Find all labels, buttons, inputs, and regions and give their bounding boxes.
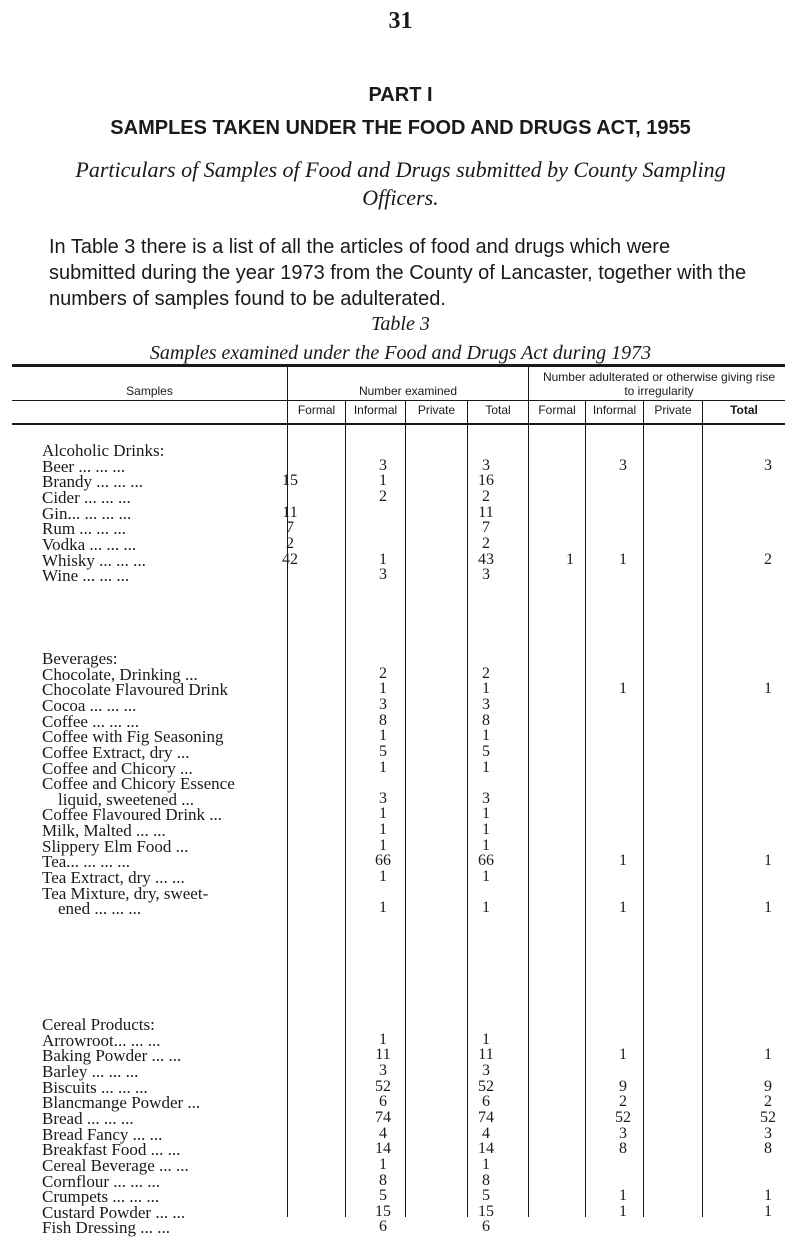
- cell-total: 1: [482, 899, 490, 916]
- cell-total: 74: [478, 1109, 494, 1126]
- cell-adulterated-total: 1: [764, 680, 772, 697]
- cell-formal: 15: [282, 472, 298, 489]
- cell-adulterated-total: 2: [764, 551, 772, 568]
- cell-total: 3: [482, 1062, 490, 1079]
- cell-total: 6: [482, 1093, 490, 1110]
- cell-informal: 2: [379, 488, 387, 505]
- cell-informal: 1: [379, 551, 387, 568]
- row-label: Blancmange Powder ...: [42, 1093, 201, 1112]
- row-label: Whisky ... ... ...: [42, 551, 146, 570]
- cell-adulterated-informal: 8: [619, 1140, 627, 1157]
- cell-informal: 1: [379, 1156, 387, 1173]
- row-label: Custard Powder ... ...: [42, 1203, 186, 1222]
- header-samples: Samples: [126, 384, 173, 398]
- cell-informal: 2: [379, 665, 387, 682]
- cell-informal: 14: [375, 1140, 391, 1157]
- row-label: Coffee and Chicory ...: [42, 759, 193, 778]
- header-number-examined: Number examined: [358, 384, 458, 398]
- page-number: 31: [388, 8, 413, 34]
- subtitle: Particulars of Samples of Food and Drugs submitted by County Sampling Officers.: [75, 157, 726, 210]
- cell-total: 1: [482, 837, 490, 854]
- cell-total: 8: [482, 1172, 490, 1189]
- cell-informal: 74: [375, 1109, 391, 1126]
- cell-total: 1: [482, 1156, 490, 1173]
- act-title: SAMPLES TAKEN UNDER THE FOOD AND DRUGS ACT, 1955: [110, 117, 691, 139]
- header-number-adulterated: Number adulterated or otherwise giving rise to irregularity: [542, 370, 776, 398]
- cell-total: 4: [482, 1125, 490, 1142]
- category-heading: Cereal Products:: [42, 1015, 155, 1034]
- cell-total: 66: [478, 852, 494, 869]
- cell-informal: 1: [379, 680, 387, 697]
- row-label: Rum ... ... ...: [42, 519, 127, 538]
- cell-adulterated-informal: 1: [619, 852, 627, 869]
- cell-adulterated-total: 3: [764, 457, 772, 474]
- cell-informal: 15: [375, 1203, 391, 1220]
- cell-total: 5: [482, 743, 490, 760]
- row-label: ened ... ... ...: [58, 899, 142, 918]
- cell-informal: 1: [379, 472, 387, 489]
- cell-adulterated-informal: 3: [619, 457, 627, 474]
- col-header-adulterated-formal: Formal: [538, 403, 576, 417]
- cell-informal: 3: [379, 696, 387, 713]
- cell-total: 1: [482, 680, 490, 697]
- cell-total: 3: [482, 457, 490, 474]
- cell-adulterated-total: 1: [764, 1187, 772, 1204]
- cell-adulterated-informal: 52: [615, 1109, 631, 1126]
- row-label: Arrowroot... ... ...: [42, 1031, 161, 1050]
- row-label: Baking Powder ... ...: [42, 1046, 182, 1065]
- cell-total: 2: [482, 535, 490, 552]
- cell-total: 11: [478, 1046, 494, 1063]
- cell-total: 43: [478, 551, 494, 568]
- cell-total: 2: [482, 665, 490, 682]
- cell-adulterated-informal: 2: [619, 1093, 627, 1110]
- cell-formal: 2: [286, 535, 294, 552]
- col-header-formal: Formal: [297, 403, 336, 417]
- cell-total: 1: [482, 805, 490, 822]
- cell-informal: 1: [379, 1031, 387, 1048]
- subheader-rule: [12, 423, 785, 425]
- cell-total: 2: [482, 488, 490, 505]
- cell-total: 15: [478, 1203, 494, 1220]
- category-heading: Beverages:: [42, 649, 118, 668]
- cell-total: 1: [482, 759, 490, 776]
- cell-adulterated-total: 9: [764, 1078, 772, 1095]
- row-label: Barley ... ... ...: [42, 1062, 139, 1081]
- cell-total: 1: [482, 727, 490, 744]
- cell-informal: 11: [375, 1046, 391, 1063]
- table-top-rule: [12, 364, 785, 367]
- table-row: [0, 1218, 801, 1236]
- col-header-private: Private: [417, 403, 456, 417]
- row-label: Cereal Beverage ... ...: [42, 1156, 189, 1175]
- col-header-adulterated-total: Total: [730, 403, 758, 417]
- cell-informal: 1: [379, 899, 387, 916]
- cell-informal: 3: [379, 790, 387, 807]
- row-label: Vodka ... ... ...: [42, 535, 137, 554]
- header-rule: [12, 400, 785, 401]
- cell-informal: 6: [379, 1093, 387, 1110]
- row-label: Chocolate, Drinking ...: [42, 665, 198, 684]
- cell-total: 1: [482, 1031, 490, 1048]
- cell-informal: 8: [379, 1172, 387, 1189]
- cell-informal: 1: [379, 868, 387, 885]
- cell-adulterated-informal: 1: [619, 680, 627, 697]
- cell-adulterated-informal: 3: [619, 1125, 627, 1142]
- row-label: Chocolate Flavoured Drink: [42, 680, 229, 699]
- row-label: Coffee Flavoured Drink ...: [42, 805, 223, 824]
- cell-adulterated-total: 3: [764, 1125, 772, 1142]
- cell-adulterated-total: 1: [764, 1046, 772, 1063]
- category-heading: Alcoholic Drinks:: [42, 441, 165, 460]
- cell-total: 1: [482, 821, 490, 838]
- row-label: Cider ... ... ...: [42, 488, 131, 507]
- cell-informal: 1: [379, 759, 387, 776]
- cell-formal: 7: [286, 519, 294, 536]
- row-label: Fish Dressing ... ...: [42, 1218, 170, 1237]
- cell-total: 7: [482, 519, 490, 536]
- cell-formal: 42: [282, 551, 298, 568]
- intro-paragraph: In Table 3 there is a list of all the articles of food and drugs which were submitted during the year 1973 from the County of Lancaster, together with the numbers of samples found to be adulterated.: [49, 236, 747, 310]
- cell-adulterated-total: 8: [764, 1140, 772, 1157]
- col-header-adulterated-informal: Informal: [592, 403, 637, 417]
- row-label: Coffee Extract, dry ...: [42, 743, 190, 762]
- cell-adulterated-total: 2: [764, 1093, 772, 1110]
- col-header-total: Total: [485, 403, 511, 417]
- cell-informal: 5: [379, 1187, 387, 1204]
- row-label: Gin... ... ... ...: [42, 504, 132, 523]
- row-label: Bread Fancy ... ...: [42, 1125, 163, 1144]
- cell-informal: 1: [379, 727, 387, 744]
- cell-informal: 3: [379, 566, 387, 583]
- cell-adulterated-informal: 1: [619, 1046, 627, 1063]
- row-label: Tea... ... ... ...: [42, 852, 131, 871]
- cell-adulterated-informal: 9: [619, 1078, 627, 1095]
- cell-adulterated-informal: 1: [619, 899, 627, 916]
- cell-adulterated-informal: 1: [619, 1187, 627, 1204]
- cell-total: 5: [482, 1187, 490, 1204]
- cell-total: 1: [482, 868, 490, 885]
- cell-informal: 1: [379, 837, 387, 854]
- cell-total: 3: [482, 566, 490, 583]
- cell-adulterated-informal: 1: [619, 1203, 627, 1220]
- cell-informal: 52: [375, 1078, 391, 1095]
- cell-total: 6: [482, 1218, 490, 1235]
- row-label: Breakfast Food ... ...: [42, 1140, 181, 1159]
- row-label: Beer ... ... ...: [42, 457, 126, 476]
- row-label: Tea Extract, dry ... ...: [42, 868, 185, 887]
- part-title: PART I: [368, 84, 433, 106]
- row-label: Cocoa ... ... ...: [42, 696, 137, 715]
- cell-total: 14: [478, 1140, 494, 1157]
- table-row: [0, 899, 801, 917]
- table-title: Samples examined under the Food and Drugs Act during 1973: [149, 342, 652, 364]
- row-label: Wine ... ... ...: [42, 566, 130, 585]
- cell-adulterated-formal: 1: [566, 551, 574, 568]
- cell-total: 16: [478, 472, 494, 489]
- cell-adulterated-total: 52: [760, 1109, 776, 1126]
- cell-total: 52: [478, 1078, 494, 1095]
- row-label: Coffee and Chicory Essence: [42, 774, 235, 793]
- cell-informal: 1: [379, 821, 387, 838]
- row-label: Coffee ... ... ...: [42, 712, 139, 731]
- cell-informal: 66: [375, 852, 391, 869]
- cell-informal: 4: [379, 1125, 387, 1142]
- cell-informal: 6: [379, 1218, 387, 1235]
- cell-adulterated-total: 1: [764, 852, 772, 869]
- row-label: Slippery Elm Food ...: [42, 837, 189, 856]
- cell-informal: 3: [379, 1062, 387, 1079]
- row-label: Milk, Malted ... ...: [42, 821, 166, 840]
- row-label: Biscuits ... ... ...: [42, 1078, 148, 1097]
- cell-informal: 8: [379, 712, 387, 729]
- cell-total: 3: [482, 696, 490, 713]
- cell-total: 8: [482, 712, 490, 729]
- cell-adulterated-informal: 1: [619, 551, 627, 568]
- cell-informal: 5: [379, 743, 387, 760]
- cell-total: 3: [482, 790, 490, 807]
- cell-total: 11: [478, 504, 494, 521]
- cell-formal: 11: [282, 504, 298, 521]
- row-label: Crumpets ... ... ...: [42, 1187, 160, 1206]
- table-caption: Table 3: [371, 313, 430, 335]
- row-label: Tea Mixture, dry, sweet-: [42, 884, 209, 903]
- cell-adulterated-total: 1: [764, 1203, 772, 1220]
- table-row: [0, 566, 801, 584]
- cell-adulterated-total: 1: [764, 899, 772, 916]
- cell-informal: 3: [379, 457, 387, 474]
- col-header-adulterated-private: Private: [654, 403, 692, 417]
- row-label: Coffee with Fig Seasoning: [42, 727, 224, 746]
- row-label: liquid, sweetened ...: [58, 790, 194, 809]
- row-label: Bread ... ... ...: [42, 1109, 134, 1128]
- row-label: Cornflour ... ... ...: [42, 1172, 161, 1191]
- cell-informal: 1: [379, 805, 387, 822]
- col-header-informal: Informal: [353, 403, 398, 417]
- row-label: Brandy ... ... ...: [42, 472, 144, 491]
